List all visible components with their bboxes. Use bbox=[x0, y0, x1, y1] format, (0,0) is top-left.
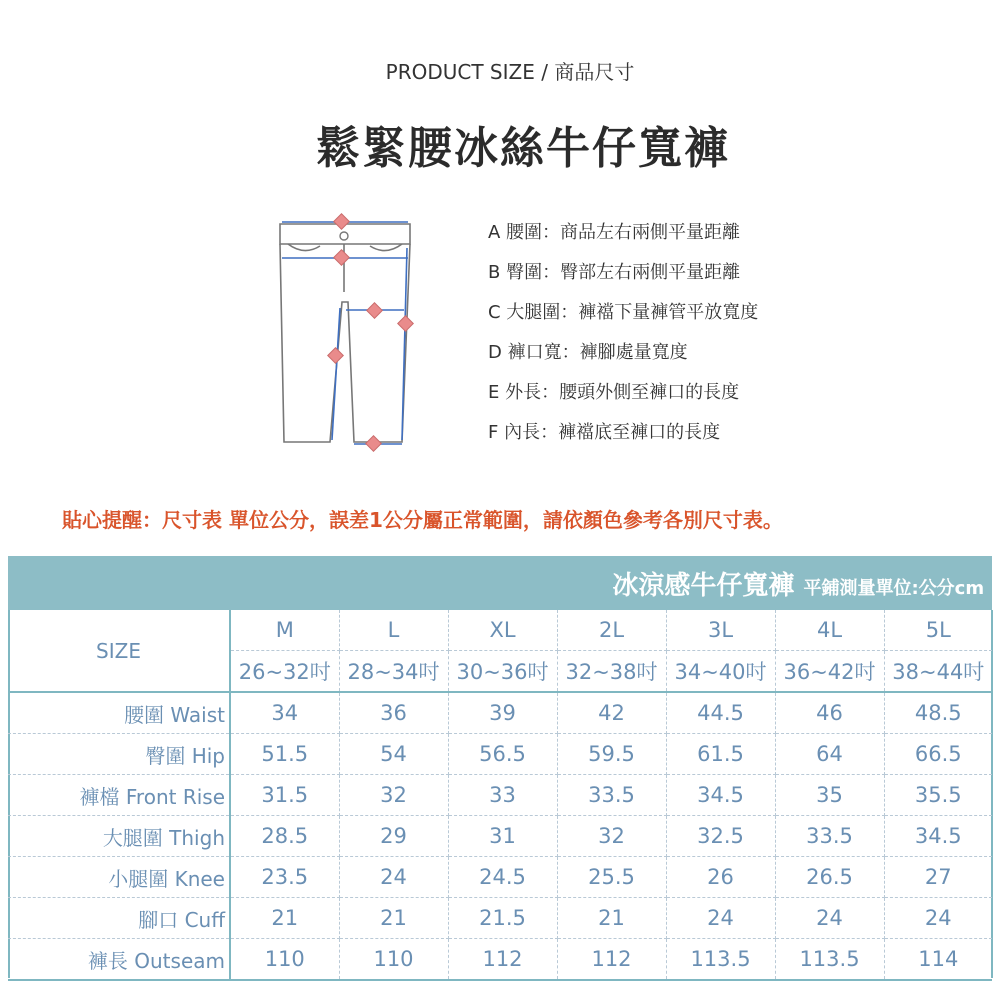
value-cell: 34.5 bbox=[884, 816, 992, 857]
size-cell: L bbox=[339, 610, 448, 651]
pants-outline bbox=[280, 244, 410, 442]
row-label: 小腿圍 Knee bbox=[8, 857, 230, 898]
value-cell: 32.5 bbox=[666, 816, 775, 857]
value-cell: 23.5 bbox=[230, 857, 339, 898]
value-cell: 25.5 bbox=[557, 857, 666, 898]
table-row-outseam bbox=[8, 939, 992, 981]
value-cell: 61.5 bbox=[666, 734, 775, 775]
measurement-legend bbox=[488, 218, 758, 458]
value-cell: 28.5 bbox=[230, 816, 339, 857]
value-cell: 21 bbox=[557, 898, 666, 939]
value-cell: 110 bbox=[230, 939, 339, 981]
marker-e bbox=[398, 316, 414, 332]
size-cell: 5L bbox=[884, 610, 992, 651]
value-cell: 26 bbox=[666, 857, 775, 898]
value-cell: 112 bbox=[448, 939, 557, 981]
table-row-thigh bbox=[8, 816, 992, 857]
value-cell: 112 bbox=[557, 939, 666, 981]
value-cell: 114 bbox=[884, 939, 992, 981]
size-cell: M bbox=[230, 610, 339, 651]
value-cell: 48.5 bbox=[884, 692, 992, 734]
inseam-measure-line bbox=[332, 308, 340, 440]
value-cell: 21 bbox=[339, 898, 448, 939]
table-band-title: 冰涼感牛仔寬褲 bbox=[612, 570, 795, 601]
value-cell: 35 bbox=[775, 775, 884, 816]
value-cell: 31.5 bbox=[230, 775, 339, 816]
table-row-knee bbox=[8, 857, 992, 898]
marker-d bbox=[366, 436, 382, 452]
product-size-heading: PRODUCT SIZE / 商品尺寸 bbox=[385, 60, 635, 84]
marker-a bbox=[334, 214, 350, 230]
size-cell: 4L bbox=[775, 610, 884, 651]
value-cell: 29 bbox=[339, 816, 448, 857]
value-cell: 110 bbox=[339, 939, 448, 981]
legend-item-waist: A 腰圍：商品左右兩側平量距離 bbox=[488, 222, 741, 243]
pants-left-pocket bbox=[288, 244, 320, 251]
size-cell: 3L bbox=[666, 610, 775, 651]
value-cell: 24 bbox=[884, 898, 992, 939]
value-cell: 35.5 bbox=[884, 775, 992, 816]
value-cell: 24 bbox=[775, 898, 884, 939]
row-label: 腰圍 Waist bbox=[8, 692, 230, 734]
value-cell: 44.5 bbox=[666, 692, 775, 734]
table-band-unit: 平鋪測量單位:公分cm bbox=[803, 577, 985, 599]
inch-cell: 28~34吋 bbox=[339, 651, 448, 693]
value-cell: 33.5 bbox=[775, 816, 884, 857]
value-cell: 46 bbox=[775, 692, 884, 734]
value-cell: 59.5 bbox=[557, 734, 666, 775]
value-cell: 33 bbox=[448, 775, 557, 816]
table-band bbox=[8, 556, 992, 610]
value-cell: 21 bbox=[230, 898, 339, 939]
marker-f bbox=[328, 348, 344, 364]
table-band-cell bbox=[8, 556, 992, 610]
value-cell: 24 bbox=[666, 898, 775, 939]
value-cell: 27 bbox=[884, 857, 992, 898]
inch-cell: 32~38吋 bbox=[557, 651, 666, 693]
pants-waistband bbox=[280, 224, 410, 244]
size-chart-table bbox=[8, 556, 992, 981]
value-cell: 42 bbox=[557, 692, 666, 734]
table-row-waist bbox=[8, 692, 992, 734]
value-cell: 34 bbox=[230, 692, 339, 734]
value-cell: 32 bbox=[557, 816, 666, 857]
table-row-front-rise bbox=[8, 775, 992, 816]
value-cell: 33.5 bbox=[557, 775, 666, 816]
value-cell: 64 bbox=[775, 734, 884, 775]
legend-item-thigh: C 大腿圍：褲襠下量褲管平放寬度 bbox=[488, 302, 759, 323]
value-cell: 34.5 bbox=[666, 775, 775, 816]
value-cell: 54 bbox=[339, 734, 448, 775]
row-label: 臀圍 Hip bbox=[8, 734, 230, 775]
table-row-hip bbox=[8, 734, 992, 775]
marker-c bbox=[367, 303, 383, 319]
size-header-label: SIZE bbox=[8, 610, 230, 692]
size-reminder-note: 貼心提醒：尺寸表 單位公分，誤差1公分屬正常範圍，請依顏色參考各別尺寸表。 bbox=[62, 508, 783, 532]
inch-cell: 36~42吋 bbox=[775, 651, 884, 693]
row-label: 大腿圍 Thigh bbox=[8, 816, 230, 857]
legend-item-inseam: F 內長：褲襠底至褲口的長度 bbox=[488, 422, 721, 443]
product-title: 鬆緊腰冰絲牛仔寬褲 bbox=[316, 123, 730, 174]
legend-item-hip: B 臀圍：臀部左右兩側平量距離 bbox=[488, 262, 741, 283]
value-cell: 113.5 bbox=[775, 939, 884, 981]
row-label: 褲檔 Front Rise bbox=[8, 775, 230, 816]
value-cell: 26.5 bbox=[775, 857, 884, 898]
pants-right-pocket bbox=[370, 244, 402, 251]
value-cell: 39 bbox=[448, 692, 557, 734]
row-label: 腳口 Cuff bbox=[8, 898, 230, 939]
value-cell: 32 bbox=[339, 775, 448, 816]
table-row-cuff bbox=[8, 898, 992, 939]
size-cell: 2L bbox=[557, 610, 666, 651]
value-cell: 24 bbox=[339, 857, 448, 898]
value-cell: 31 bbox=[448, 816, 557, 857]
inch-cell: 26~32吋 bbox=[230, 651, 339, 693]
value-cell: 113.5 bbox=[666, 939, 775, 981]
value-cell: 66.5 bbox=[884, 734, 992, 775]
inch-cell: 34~40吋 bbox=[666, 651, 775, 693]
value-cell: 36 bbox=[339, 692, 448, 734]
marker-b bbox=[334, 250, 350, 266]
size-header-row bbox=[8, 610, 992, 651]
inch-cell: 38~44吋 bbox=[884, 651, 992, 693]
size-cell: XL bbox=[448, 610, 557, 651]
value-cell: 51.5 bbox=[230, 734, 339, 775]
row-label: 褲長 Outseam bbox=[8, 939, 230, 981]
pants-measurement-diagram bbox=[274, 212, 424, 452]
pants-button bbox=[340, 232, 348, 240]
value-cell: 56.5 bbox=[448, 734, 557, 775]
legend-item-cuff: D 褲口寬：褲腳處量寬度 bbox=[488, 342, 688, 363]
value-cell: 21.5 bbox=[448, 898, 557, 939]
inch-cell: 30~36吋 bbox=[448, 651, 557, 693]
value-cell: 24.5 bbox=[448, 857, 557, 898]
legend-item-outseam: E 外長：腰頭外側至褲口的長度 bbox=[488, 382, 740, 403]
